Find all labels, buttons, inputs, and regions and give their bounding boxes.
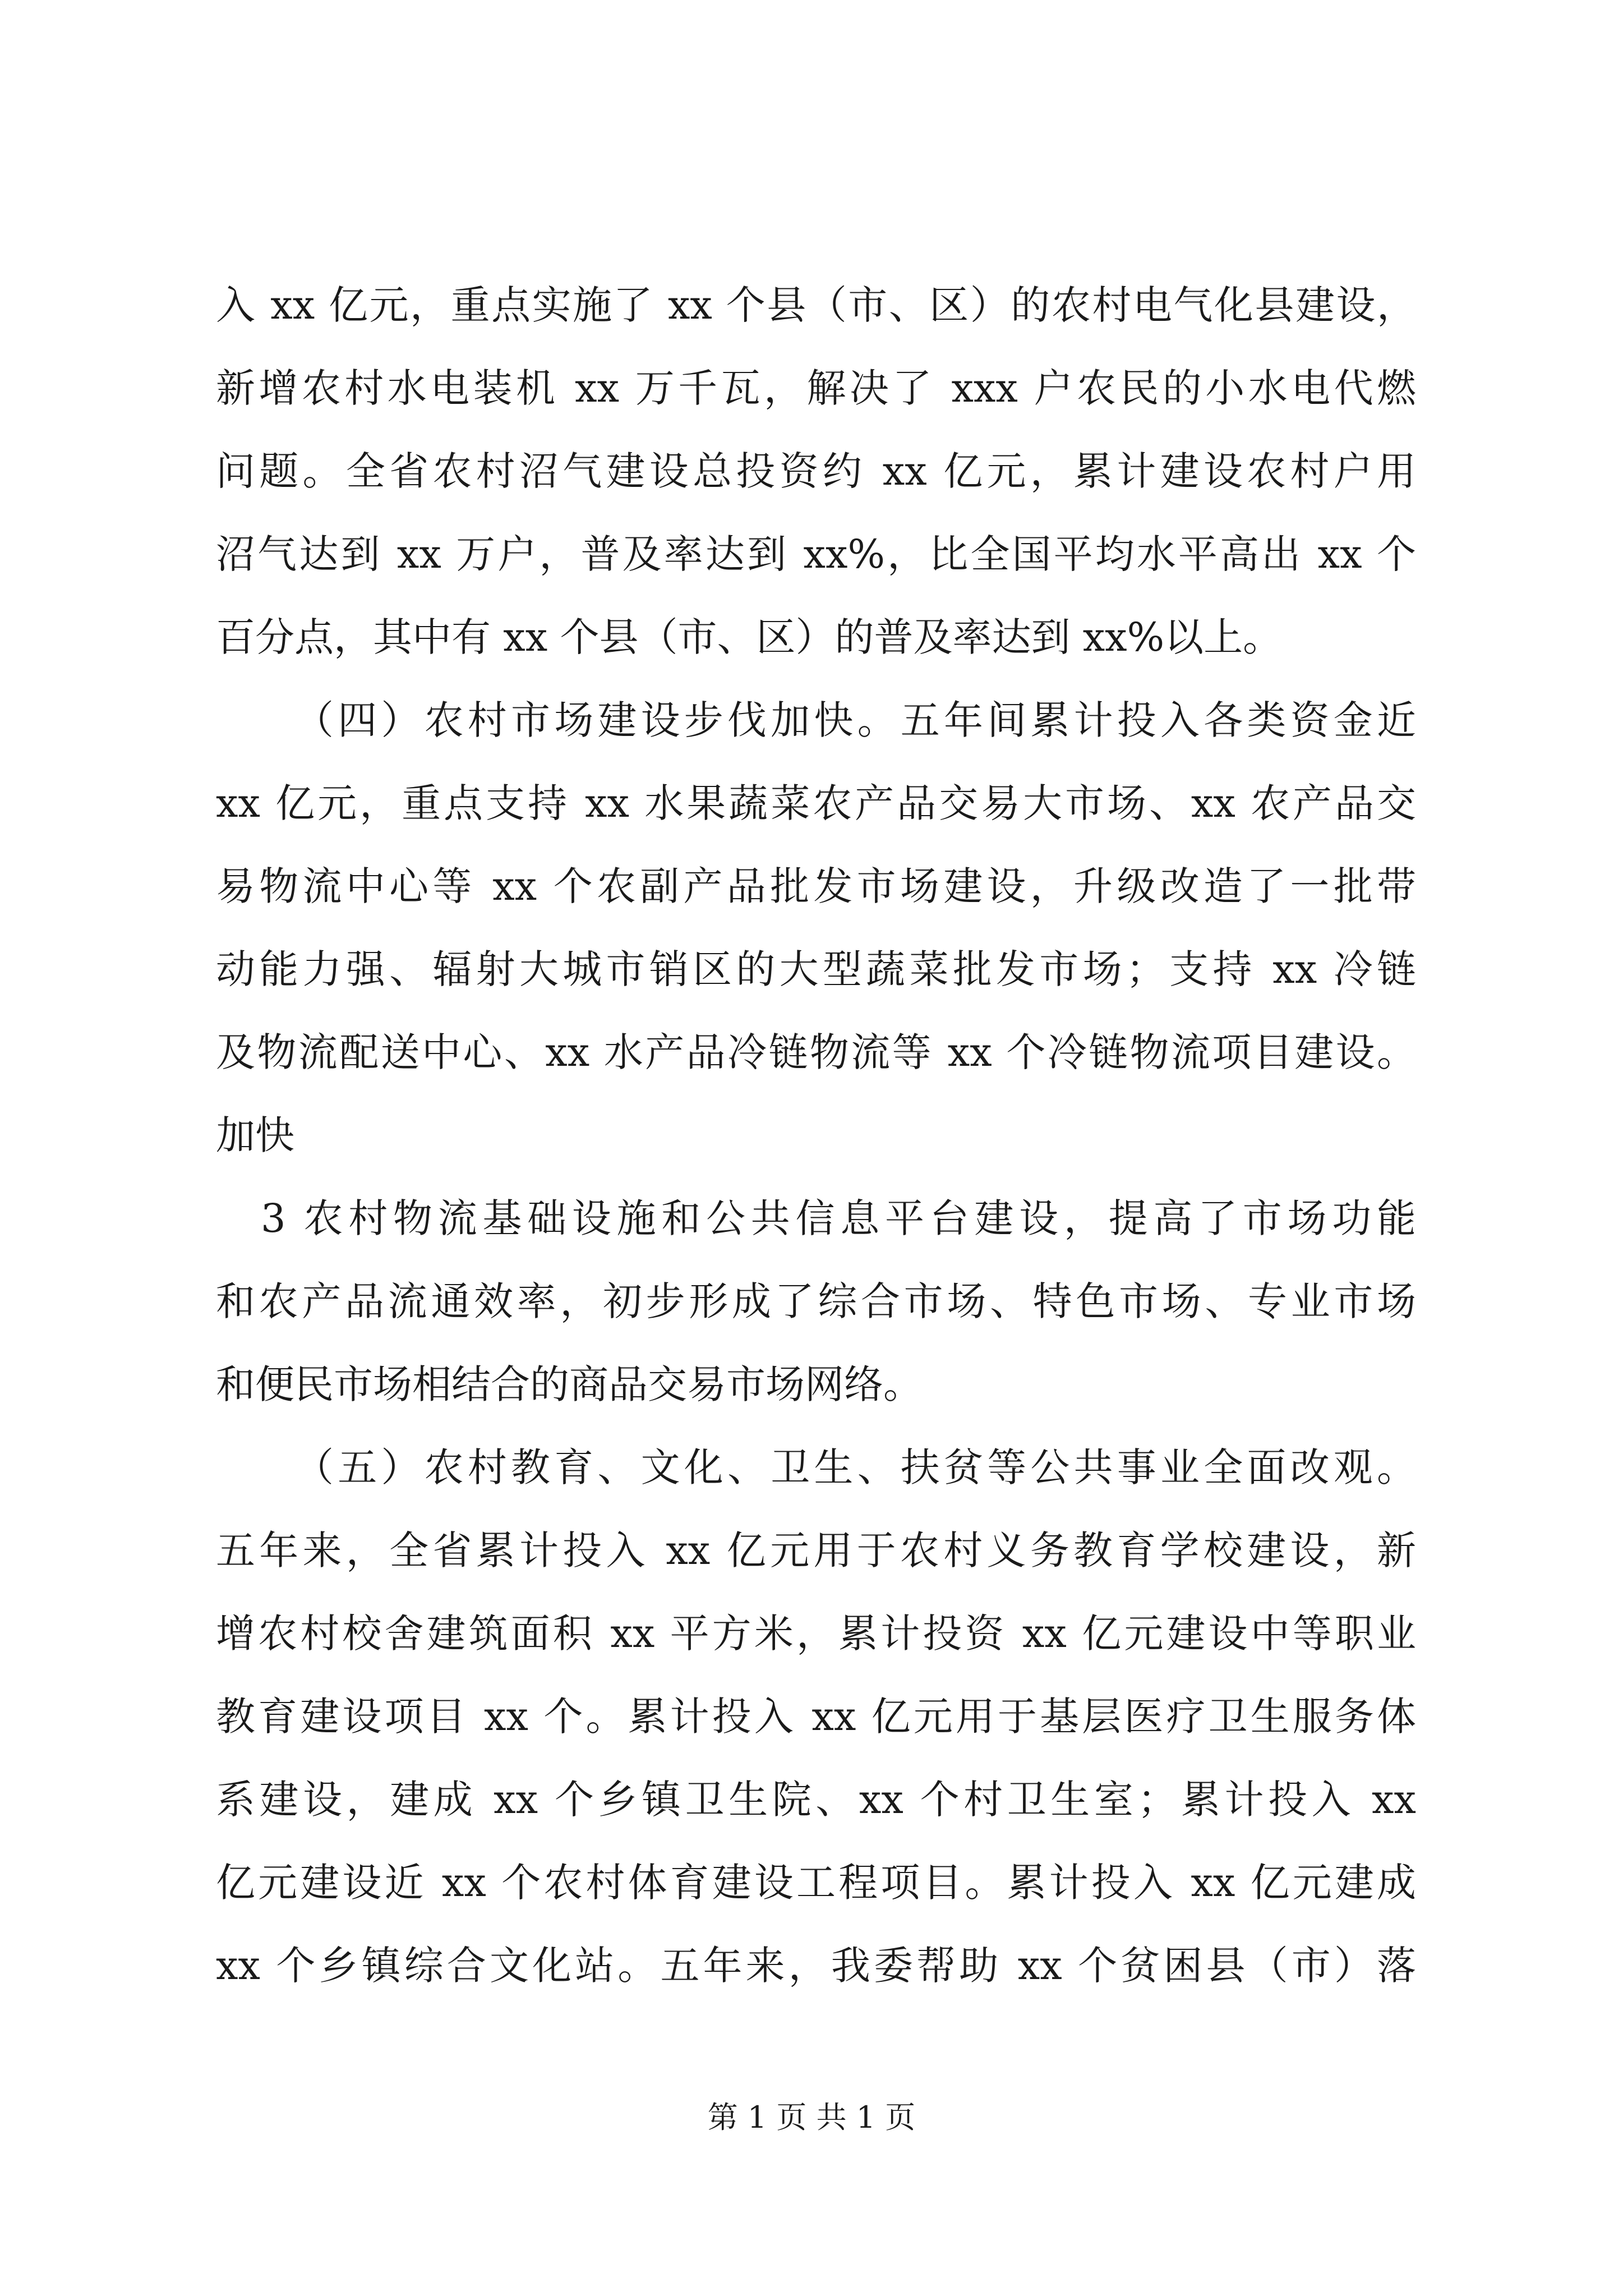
page-number-label: 第 1 页 共 1 页 (707, 2100, 916, 2135)
text-line: 沼气达到 xx 万户，普及率达到 xx%，比全国平均水平高出 xx 个 (216, 531, 1416, 577)
text-line: 新增农村水电装机 xx 万千瓦，解决了 xxx 户农民的小水电代燃 (216, 365, 1416, 411)
text-line: xx 亿元，重点支持 xx 水果蔬菜农产品交易大市场、xx 农产品交 (216, 780, 1416, 826)
text-line: 入 xx 亿元，重点实施了 xx 个县（市、区）的农村电气化县建设， (216, 282, 1416, 328)
text-line: 系建设，建成 xx 个乡镇卫生院、xx 个村卫生室；累计投入 xx (216, 1777, 1416, 1823)
document-body (216, 264, 1416, 2007)
text-line: 和便民市场相结合的商品交易市场网络。 (216, 1361, 923, 1407)
text-line: （四）农村市场建设步伐加快。五年间累计投入各类资金近 (294, 697, 1416, 743)
text-line: 易物流中心等 xx 个农副产品批发市场建设，升级改造了一批带 (216, 863, 1416, 909)
text-line: 及物流配送中心、xx 水产品冷链物流等 xx 个冷链物流项目建设。 (216, 1029, 1416, 1075)
text-line: 问题。全省农村沼气建设总投资约 xx 亿元，累计建设农村户用 (216, 448, 1416, 494)
text-line: 和农产品流通效率，初步形成了综合市场、特色市场、专业市场 (216, 1278, 1416, 1324)
text-line: xx 个乡镇综合文化站。五年来，我委帮助 xx 个贫困县（市）落 (216, 1943, 1416, 1989)
text-line: 百分点，其中有 xx 个县（市、区）的普及率达到 xx%以上。 (216, 614, 1283, 660)
text-line: 增农村校舍建筑面积 xx 平方米，累计投资 xx 亿元建设中等职业 (216, 1611, 1416, 1657)
text-line: 五年来，全省累计投入 xx 亿元用于农村义务教育学校建设，新 (216, 1527, 1416, 1573)
text-line: 动能力强、辐射大城市销区的大型蔬菜批发市场；支持 xx 冷链 (216, 946, 1416, 992)
text-line: （五）农村教育、文化、卫生、扶贫等公共事业全面改观。 (294, 1444, 1416, 1490)
text-line: 教育建设项目 xx 个。累计投入 xx 亿元用于基层医疗卫生服务体 (216, 1694, 1416, 1740)
text-line: 3 农村物流基础设施和公共信息平台建设，提高了市场功能 (261, 1195, 1416, 1241)
text-line: 加快 (216, 1112, 294, 1158)
text-line: 亿元建设近 xx 个农村体育建设工程项目。累计投入 xx 亿元建成 (216, 1860, 1416, 1906)
page-footer (0, 2098, 1623, 2137)
